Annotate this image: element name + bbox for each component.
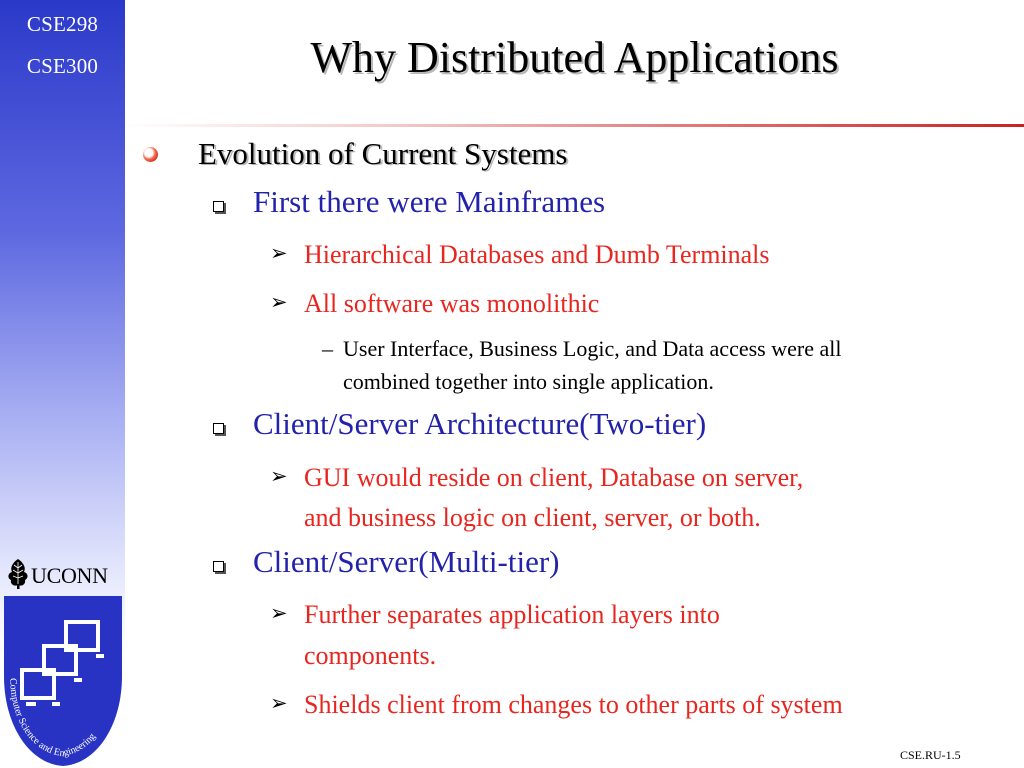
arrow-bullet-icon: ➢ [270, 464, 288, 488]
circle-bullet-icon [143, 147, 158, 162]
arrow-bullet-icon: ➢ [270, 691, 288, 715]
slide-footer: CSE.RU-1.5 [900, 748, 961, 762]
subpoint-line-2: combined together into single application. [343, 369, 714, 394]
square-bullet-icon [213, 201, 224, 212]
course-code-cse298: CSE298 [26, 12, 99, 36]
arrow-bullet-icon: ➢ [270, 290, 288, 314]
cse-department-emblem-icon [4, 596, 122, 768]
point-gui-client-line-2: and business logic on client, server, or both. [304, 503, 761, 532]
square-bullet-icon [213, 423, 224, 434]
section-label-two-tier: Client/Server Architecture(Two-tier) [253, 406, 707, 441]
dash-bullet-icon: – [322, 336, 333, 361]
point-separates-layers-line-1: Further separates application layers into [304, 600, 720, 629]
subpoint-line-1: User Interface, Business Logic, and Data access were all [343, 336, 842, 361]
uconn-logo-text: UCONN [31, 563, 108, 588]
point-gui-client-line-1: GUI would reside on client, Database on server, [304, 463, 804, 492]
point-separates-layers-line-2: components. [304, 641, 437, 670]
section-label-multi-tier: Client/Server(Multi-tier) [253, 544, 560, 579]
slide-title: Why Distributed Applications [310, 33, 839, 82]
arrow-bullet-icon: ➢ [270, 241, 288, 265]
emblem-arc-text: Computer Science and Engineering [7, 677, 98, 760]
point-monolithic-software: All software was monolithic [304, 289, 600, 318]
point-hierarchical-databases: Hierarchical Databases and Dumb Terminals [304, 240, 770, 269]
title-divider [125, 124, 1024, 127]
section-label-mainframes: First there were Mainframes [253, 184, 606, 219]
point-shields-client: Shields client from changes to other parts of system [304, 690, 843, 719]
heading-evolution-of-current-systems: Evolution of Current Systems [198, 136, 568, 171]
arrow-bullet-icon: ➢ [270, 601, 288, 625]
course-code-cse300: CSE300 [26, 54, 99, 78]
square-bullet-icon [213, 561, 224, 572]
